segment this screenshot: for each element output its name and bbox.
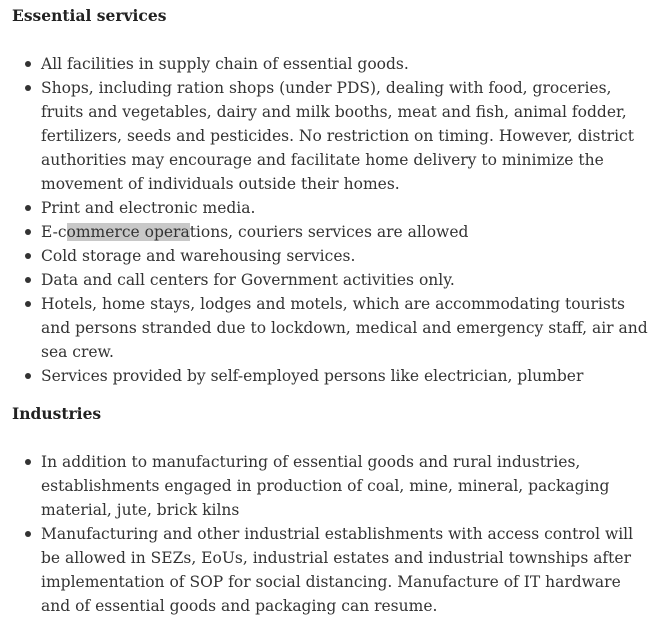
list-item: Print and electronic media. [12,196,652,220]
section-heading-essential-services: Essential services [12,6,167,25]
list-item: Services provided by self-employed persons like electrician, plumber [12,364,652,388]
list-item: All facilities in supply chain of essential goods. [12,52,652,76]
section-heading-industries: Industries [12,404,102,423]
list-item: Shops, including ration shops (under PDS), dealing with food, groceries, fruits and vegetables, dairy and milk booths, meat and fish, animal fodder, fertilizers, seeds and pesticides. No restriction on timing. However, district authorities may encourage and facilitate home delivery to minimize the movement of individuals outside their homes. [12,76,652,196]
essential-services-list [12,52,652,388]
list-item-ecommerce [12,220,652,244]
text-selection-highlight[interactable]: ommerce opera [66,223,190,241]
list-item: Manufacturing and other industrial establishments with access control will be allowed in SEZs, EoUs, industrial estates and industrial townships after implementation of SOP for social distancing. Manufacture of IT hardware and of essential goods and packaging can resume. [12,522,652,618]
list-item: Hotels, home stays, lodges and motels, which are accommodating tourists and persons stranded due to lockdown, medical and emergency staff, air and sea crew. [12,292,652,364]
industries-list [12,450,652,618]
list-item: Cold storage and warehousing services. [12,244,652,268]
text-segment: tions, couriers services are allowed [189,223,469,241]
article-content [12,0,652,618]
list-item: Data and call centers for Government activities only. [12,268,652,292]
text-segment: E-c [41,223,67,241]
list-item: In addition to manufacturing of essential goods and rural industries, establishments engaged in production of coal, mine, mineral, packaging material, jute, brick kilns [12,450,652,522]
